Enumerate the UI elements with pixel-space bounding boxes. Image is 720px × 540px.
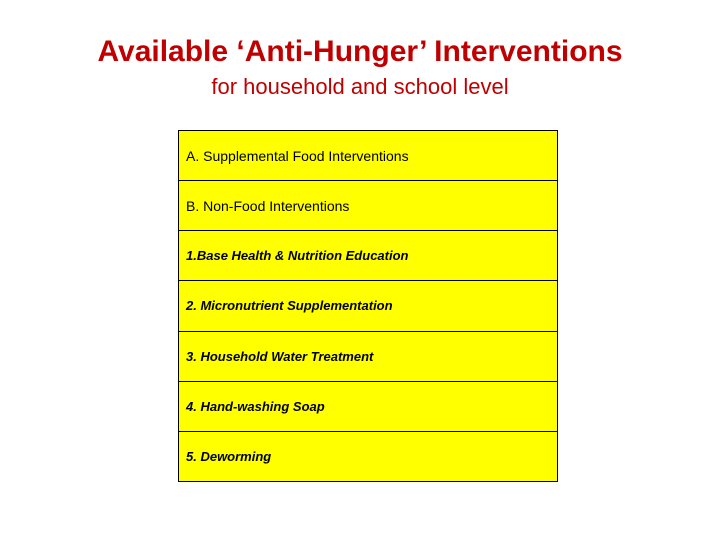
row-label: 5. Deworming xyxy=(186,448,272,464)
row-label: 1.Base Health & Nutrition Education xyxy=(186,248,409,264)
row-label: 2. Micronutrient Supplementation xyxy=(186,298,393,314)
slide-title: Available ‘Anti-Hunger’ Interventions xyxy=(97,35,623,68)
table-row-hand-washing xyxy=(179,382,557,432)
row-label: B. Non-Food Interventions xyxy=(186,197,350,214)
table-row-non-food xyxy=(179,181,557,231)
interventions-table xyxy=(178,130,558,482)
table-row-water-treatment xyxy=(179,332,557,382)
table-row-supplemental-food xyxy=(179,131,557,181)
table-row-deworming xyxy=(179,432,557,481)
row-label: 3. Household Water Treatment xyxy=(186,348,374,364)
table-row-health-education xyxy=(179,231,557,281)
row-label: A. Supplemental Food Interventions xyxy=(186,147,409,164)
table-row-micronutrient xyxy=(179,281,557,331)
slide-subtitle: for household and school level xyxy=(211,74,509,99)
row-label: 4. Hand-washing Soap xyxy=(186,398,325,414)
